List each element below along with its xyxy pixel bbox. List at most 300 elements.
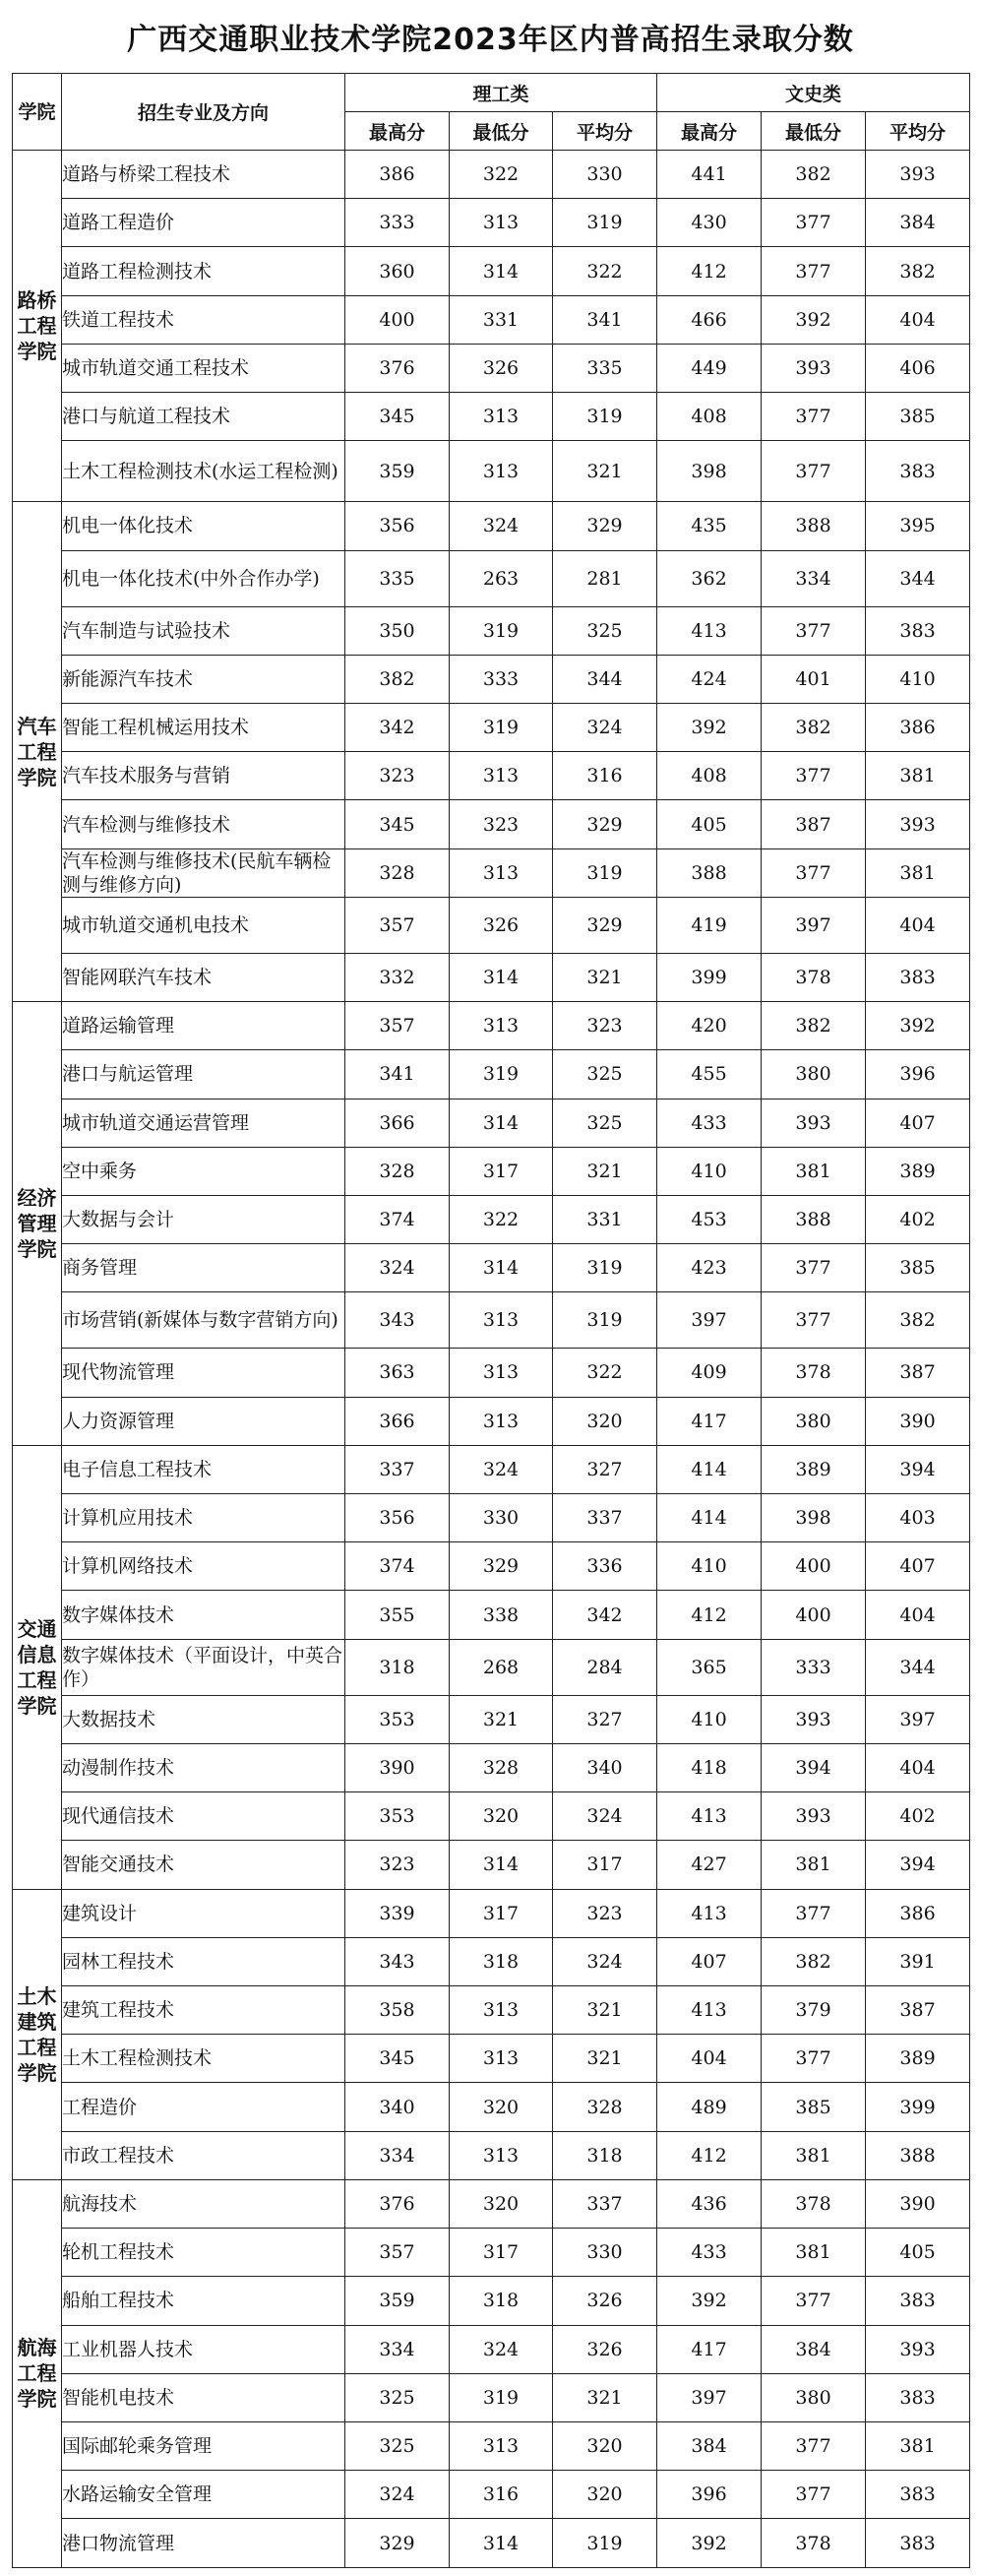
- arts-min-cell: 377: [762, 393, 866, 441]
- science-max-cell: 355: [345, 1591, 450, 1639]
- arts-min-cell: 392: [762, 295, 866, 344]
- major-cell: 水路运输安全管理: [62, 2471, 345, 2519]
- arts-avg-cell: 383: [866, 2373, 970, 2421]
- arts-avg-cell: 387: [866, 1349, 970, 1397]
- table-row: [13, 2325, 970, 2373]
- science-max-cell: 323: [345, 1841, 450, 1889]
- science-avg-cell: 342: [553, 1591, 657, 1639]
- arts-max-cell: 417: [657, 1397, 762, 1445]
- major-cell: 船舶工程技术: [62, 2277, 345, 2325]
- science-min-cell: 320: [450, 2179, 553, 2228]
- arts-min-cell: 377: [762, 2421, 866, 2470]
- table-row: [13, 1889, 970, 1937]
- arts-max-cell: 388: [657, 848, 762, 897]
- arts-avg-cell: 393: [866, 2325, 970, 2373]
- score-table: [12, 73, 970, 2568]
- arts-avg-cell: 402: [866, 1792, 970, 1841]
- science-max-cell: 366: [345, 1099, 450, 1147]
- arts-min-cell: 384: [762, 2325, 866, 2373]
- science-min-cell: 338: [450, 1591, 553, 1639]
- science-max-cell: 343: [345, 1937, 450, 1985]
- arts-avg-cell: 404: [866, 1591, 970, 1639]
- arts-max-cell: 420: [657, 1002, 762, 1050]
- arts-max-cell: 417: [657, 2325, 762, 2373]
- science-max-cell: 363: [345, 1349, 450, 1397]
- document-title: 广西交通职业技术学院2023年区内普高招生录取分数: [127, 23, 854, 57]
- arts-avg-cell: 381: [866, 752, 970, 800]
- arts-avg-cell: 390: [866, 1397, 970, 1445]
- science-min-cell: 323: [450, 800, 553, 848]
- arts-max-cell: 408: [657, 393, 762, 441]
- arts-avg-cell: 403: [866, 1494, 970, 1542]
- arts-avg-cell: 388: [866, 2131, 970, 2179]
- science-max-cell: 353: [345, 1695, 450, 1743]
- table-row: [13, 2035, 970, 2083]
- major-cell: 建筑设计: [62, 1889, 345, 1937]
- table-row: [13, 1542, 970, 1591]
- arts-avg-cell: 390: [866, 2179, 970, 2228]
- science-min-cell: 314: [450, 2519, 553, 2567]
- science-max-cell: 329: [345, 2519, 450, 2567]
- science-min-cell: 313: [450, 848, 553, 897]
- science-min-cell: 322: [450, 151, 553, 199]
- science-avg-cell: 336: [553, 1542, 657, 1591]
- science-avg-cell: 327: [553, 1695, 657, 1743]
- science-avg-cell: 319: [553, 393, 657, 441]
- table-row: [13, 441, 970, 502]
- table-row: [13, 1147, 970, 1195]
- science-avg-cell: 323: [553, 1002, 657, 1050]
- science-max-cell: 342: [345, 703, 450, 751]
- college-cell: 汽车工程学院: [13, 502, 62, 1002]
- science-max-cell: 334: [345, 2325, 450, 2373]
- arts-max-cell: 412: [657, 247, 762, 295]
- science-avg-cell: 319: [553, 1244, 657, 1292]
- table-row: [13, 1445, 970, 1493]
- arts-min-cell: 389: [762, 1445, 866, 1493]
- arts-min-cell: 334: [762, 550, 866, 606]
- table-row: [13, 550, 970, 606]
- science-min-cell: 314: [450, 1841, 553, 1889]
- science-avg-cell: 320: [553, 2421, 657, 2470]
- table-row: [13, 2179, 970, 2228]
- arts-max-cell: 418: [657, 1743, 762, 1791]
- science-avg-cell: 324: [553, 1792, 657, 1841]
- arts-avg-cell: 404: [866, 1743, 970, 1791]
- major-cell: 港口与航道工程技术: [62, 393, 345, 441]
- arts-min-cell: 398: [762, 1494, 866, 1542]
- table-row: [13, 2373, 970, 2421]
- major-cell: 现代物流管理: [62, 1349, 345, 1397]
- arts-min-cell: 377: [762, 1292, 866, 1349]
- major-cell: 市政工程技术: [62, 2131, 345, 2179]
- arts-max-cell: 405: [657, 800, 762, 848]
- science-max-cell: 366: [345, 1397, 450, 1445]
- major-cell: 园林工程技术: [62, 1937, 345, 1985]
- arts-min-cell: 382: [762, 1937, 866, 1985]
- science-max-cell: 374: [345, 1195, 450, 1243]
- header-science: 理工类: [345, 74, 657, 112]
- arts-min-cell: 377: [762, 199, 866, 247]
- arts-avg-cell: 410: [866, 655, 970, 703]
- arts-min-cell: 377: [762, 2471, 866, 2519]
- science-avg-cell: 322: [553, 1349, 657, 1397]
- science-min-cell: 321: [450, 1695, 553, 1743]
- arts-min-cell: 381: [762, 1147, 866, 1195]
- major-cell: 城市轨道交通运营管理: [62, 1099, 345, 1147]
- science-avg-cell: 319: [553, 1292, 657, 1349]
- arts-max-cell: 397: [657, 1292, 762, 1349]
- table-row: [13, 1050, 970, 1099]
- table-row: [13, 247, 970, 295]
- science-avg-cell: 321: [553, 1986, 657, 2035]
- arts-max-cell: 365: [657, 1639, 762, 1695]
- arts-max-cell: 441: [657, 151, 762, 199]
- table-row: [13, 2083, 970, 2131]
- arts-min-cell: 377: [762, 1244, 866, 1292]
- arts-max-cell: 412: [657, 2131, 762, 2179]
- science-min-cell: 320: [450, 1792, 553, 1841]
- science-max-cell: 334: [345, 2131, 450, 2179]
- science-avg-cell: 325: [553, 1050, 657, 1099]
- arts-avg-cell: 385: [866, 393, 970, 441]
- science-max-cell: 374: [345, 1542, 450, 1591]
- science-avg-cell: 325: [553, 606, 657, 655]
- arts-avg-cell: 383: [866, 2519, 970, 2567]
- arts-avg-cell: 344: [866, 550, 970, 606]
- table-row: [13, 1195, 970, 1243]
- arts-max-cell: 392: [657, 703, 762, 751]
- major-cell: 智能工程机械运用技术: [62, 703, 345, 751]
- arts-min-cell: 377: [762, 606, 866, 655]
- science-max-cell: 328: [345, 848, 450, 897]
- arts-avg-cell: 393: [866, 151, 970, 199]
- science-min-cell: 330: [450, 1494, 553, 1542]
- arts-max-cell: 392: [657, 2519, 762, 2567]
- science-min-cell: 313: [450, 1002, 553, 1050]
- arts-min-cell: 380: [762, 2373, 866, 2421]
- table-row: [13, 752, 970, 800]
- arts-min-cell: 378: [762, 953, 866, 1001]
- science-max-cell: 353: [345, 1792, 450, 1841]
- science-avg-cell: 281: [553, 550, 657, 606]
- arts-max-cell: 455: [657, 1050, 762, 1099]
- arts-min-cell: 377: [762, 752, 866, 800]
- arts-max-cell: 436: [657, 2179, 762, 2228]
- science-min-cell: 326: [450, 897, 553, 953]
- arts-avg-cell: 383: [866, 441, 970, 502]
- table-row: [13, 606, 970, 655]
- science-min-cell: 324: [450, 2325, 553, 2373]
- table-row: [13, 151, 970, 199]
- arts-min-cell: 377: [762, 2277, 866, 2325]
- arts-avg-cell: 383: [866, 953, 970, 1001]
- arts-min-cell: 382: [762, 703, 866, 751]
- science-min-cell: 317: [450, 2229, 553, 2277]
- science-min-cell: 314: [450, 1244, 553, 1292]
- table-row: [13, 1494, 970, 1542]
- science-min-cell: 320: [450, 2083, 553, 2131]
- major-cell: 轮机工程技术: [62, 2229, 345, 2277]
- major-cell: 智能交通技术: [62, 1841, 345, 1889]
- science-avg-cell: 321: [553, 2035, 657, 2083]
- science-max-cell: 324: [345, 1244, 450, 1292]
- arts-avg-cell: 394: [866, 1841, 970, 1889]
- arts-min-cell: 380: [762, 1397, 866, 1445]
- arts-avg-cell: 389: [866, 2035, 970, 2083]
- science-min-cell: 318: [450, 1937, 553, 1985]
- major-cell: 人力资源管理: [62, 1397, 345, 1445]
- arts-avg-cell: 381: [866, 2421, 970, 2470]
- science-min-cell: 318: [450, 2277, 553, 2325]
- arts-avg-cell: 381: [866, 848, 970, 897]
- science-max-cell: 339: [345, 1889, 450, 1937]
- science-max-cell: 390: [345, 1743, 450, 1791]
- arts-avg-cell: 404: [866, 897, 970, 953]
- major-cell: 道路工程造价: [62, 199, 345, 247]
- arts-max-cell: 449: [657, 344, 762, 392]
- arts-max-cell: 433: [657, 1099, 762, 1147]
- arts-min-cell: 400: [762, 1591, 866, 1639]
- table-row: [13, 2421, 970, 2470]
- science-min-cell: 317: [450, 1889, 553, 1937]
- science-max-cell: 341: [345, 1050, 450, 1099]
- major-cell: 大数据与会计: [62, 1195, 345, 1243]
- arts-max-cell: 397: [657, 2373, 762, 2421]
- science-min-cell: 263: [450, 550, 553, 606]
- science-avg-cell: 326: [553, 2277, 657, 2325]
- table-row: [13, 1743, 970, 1791]
- science-avg-cell: 318: [553, 2131, 657, 2179]
- science-min-cell: 313: [450, 1397, 553, 1445]
- science-avg-cell: 324: [553, 703, 657, 751]
- arts-max-cell: 392: [657, 2277, 762, 2325]
- arts-max-cell: 433: [657, 2229, 762, 2277]
- arts-max-cell: 384: [657, 2421, 762, 2470]
- science-max-cell: 340: [345, 2083, 450, 2131]
- science-max-cell: 333: [345, 199, 450, 247]
- science-min-cell: 313: [450, 2421, 553, 2470]
- arts-min-cell: 379: [762, 1986, 866, 2035]
- science-max-cell: 324: [345, 2471, 450, 2519]
- arts-max-cell: 396: [657, 2471, 762, 2519]
- table-row: [13, 800, 970, 848]
- major-cell: 动漫制作技术: [62, 1743, 345, 1791]
- header-college-label: 学院: [18, 100, 56, 123]
- science-max-cell: 359: [345, 2277, 450, 2325]
- major-cell: 大数据技术: [62, 1695, 345, 1743]
- header-science-avg: 平均分: [553, 112, 657, 151]
- science-avg-cell: 321: [553, 953, 657, 1001]
- science-avg-cell: 319: [553, 848, 657, 897]
- arts-min-cell: 333: [762, 1639, 866, 1695]
- major-cell: 汽车检测与维修技术(民航车辆检测与维修方向): [62, 848, 345, 897]
- science-max-cell: 386: [345, 151, 450, 199]
- header-major: [62, 74, 345, 151]
- arts-max-cell: 408: [657, 752, 762, 800]
- table-row: [13, 502, 970, 550]
- science-min-cell: 313: [450, 199, 553, 247]
- science-avg-cell: 325: [553, 1099, 657, 1147]
- science-avg-cell: 326: [553, 2325, 657, 2373]
- major-cell: 市场营销(新媒体与数字营销方向): [62, 1292, 345, 1349]
- arts-min-cell: 394: [762, 1743, 866, 1791]
- science-max-cell: 358: [345, 1986, 450, 2035]
- science-avg-cell: 337: [553, 1494, 657, 1542]
- science-avg-cell: 344: [553, 655, 657, 703]
- science-avg-cell: 317: [553, 1841, 657, 1889]
- arts-avg-cell: 393: [866, 800, 970, 848]
- science-avg-cell: 319: [553, 199, 657, 247]
- science-avg-cell: 340: [553, 1743, 657, 1791]
- college-cell: 路桥工程学院: [13, 151, 62, 502]
- arts-max-cell: 430: [657, 199, 762, 247]
- major-cell: 智能网联汽车技术: [62, 953, 345, 1001]
- science-min-cell: 268: [450, 1639, 553, 1695]
- science-min-cell: 314: [450, 1099, 553, 1147]
- arts-min-cell: 382: [762, 1002, 866, 1050]
- arts-max-cell: 404: [657, 2035, 762, 2083]
- arts-avg-cell: 382: [866, 247, 970, 295]
- arts-avg-cell: 404: [866, 295, 970, 344]
- header-arts-avg: 平均分: [866, 112, 970, 151]
- science-max-cell: 345: [345, 393, 450, 441]
- arts-avg-cell: 397: [866, 1695, 970, 1743]
- arts-min-cell: 377: [762, 441, 866, 502]
- arts-max-cell: 419: [657, 897, 762, 953]
- arts-max-cell: 413: [657, 1792, 762, 1841]
- arts-max-cell: 489: [657, 2083, 762, 2131]
- major-cell: 电子信息工程技术: [62, 1445, 345, 1493]
- arts-avg-cell: 382: [866, 1292, 970, 1349]
- arts-max-cell: 362: [657, 550, 762, 606]
- science-min-cell: 329: [450, 1542, 553, 1591]
- arts-min-cell: 393: [762, 1695, 866, 1743]
- arts-max-cell: 410: [657, 1695, 762, 1743]
- science-avg-cell: 329: [553, 502, 657, 550]
- major-cell: 道路运输管理: [62, 1002, 345, 1050]
- science-avg-cell: 321: [553, 441, 657, 502]
- science-avg-cell: 330: [553, 151, 657, 199]
- table-row: [13, 1792, 970, 1841]
- science-max-cell: 376: [345, 344, 450, 392]
- arts-min-cell: 381: [762, 1841, 866, 1889]
- arts-min-cell: 397: [762, 897, 866, 953]
- science-max-cell: 343: [345, 1292, 450, 1349]
- arts-min-cell: 377: [762, 848, 866, 897]
- table-row: [13, 393, 970, 441]
- science-max-cell: 359: [345, 441, 450, 502]
- major-cell: 土木工程检测技术(水运工程检测): [62, 441, 345, 502]
- arts-avg-cell: 383: [866, 2471, 970, 2519]
- table-row: [13, 1292, 970, 1349]
- science-avg-cell: 316: [553, 752, 657, 800]
- science-min-cell: 328: [450, 1743, 553, 1791]
- science-avg-cell: 321: [553, 1147, 657, 1195]
- header-arts: 文史类: [657, 74, 970, 112]
- table-row: [13, 295, 970, 344]
- science-max-cell: 325: [345, 2373, 450, 2421]
- arts-avg-cell: 394: [866, 1445, 970, 1493]
- header-science-max: 最高分: [345, 112, 450, 151]
- science-avg-cell: 320: [553, 2471, 657, 2519]
- arts-avg-cell: 402: [866, 1195, 970, 1243]
- science-min-cell: 313: [450, 2035, 553, 2083]
- college-cell: 航海工程学院: [13, 2179, 62, 2567]
- science-avg-cell: 321: [553, 2373, 657, 2421]
- table-row: [13, 1002, 970, 1050]
- major-cell: 工业机器人技术: [62, 2325, 345, 2373]
- major-cell: 计算机网络技术: [62, 1542, 345, 1591]
- arts-min-cell: 378: [762, 2179, 866, 2228]
- science-max-cell: 337: [345, 1445, 450, 1493]
- table-row: [13, 1841, 970, 1889]
- major-cell: 建筑工程技术: [62, 1986, 345, 2035]
- science-max-cell: 357: [345, 897, 450, 953]
- arts-max-cell: 399: [657, 953, 762, 1001]
- science-max-cell: 323: [345, 752, 450, 800]
- arts-min-cell: 388: [762, 1195, 866, 1243]
- arts-avg-cell: 392: [866, 1002, 970, 1050]
- science-min-cell: 313: [450, 441, 553, 502]
- table-row: [13, 1397, 970, 1445]
- arts-max-cell: 414: [657, 1445, 762, 1493]
- arts-max-cell: 413: [657, 606, 762, 655]
- science-avg-cell: 319: [553, 2519, 657, 2567]
- arts-avg-cell: 407: [866, 1099, 970, 1147]
- science-min-cell: 319: [450, 1050, 553, 1099]
- major-cell: 空中乘务: [62, 1147, 345, 1195]
- major-cell: 汽车技术服务与营销: [62, 752, 345, 800]
- arts-min-cell: 382: [762, 151, 866, 199]
- arts-max-cell: 413: [657, 1889, 762, 1937]
- arts-avg-cell: 395: [866, 502, 970, 550]
- science-max-cell: 357: [345, 2229, 450, 2277]
- science-min-cell: 317: [450, 1147, 553, 1195]
- arts-max-cell: 410: [657, 1542, 762, 1591]
- arts-min-cell: 377: [762, 247, 866, 295]
- table-row: [13, 655, 970, 703]
- science-max-cell: 350: [345, 606, 450, 655]
- table-row: [13, 1937, 970, 1985]
- table-row: [13, 897, 970, 953]
- arts-min-cell: 381: [762, 2131, 866, 2179]
- science-avg-cell: 329: [553, 897, 657, 953]
- science-min-cell: 319: [450, 2373, 553, 2421]
- arts-min-cell: 400: [762, 1542, 866, 1591]
- table-row: [13, 199, 970, 247]
- major-cell: 城市轨道交通工程技术: [62, 344, 345, 392]
- arts-avg-cell: 389: [866, 1147, 970, 1195]
- arts-avg-cell: 384: [866, 199, 970, 247]
- major-cell: 港口与航运管理: [62, 1050, 345, 1099]
- major-cell: 港口物流管理: [62, 2519, 345, 2567]
- table-row: [13, 848, 970, 897]
- science-avg-cell: 327: [553, 1445, 657, 1493]
- science-avg-cell: 322: [553, 247, 657, 295]
- arts-max-cell: 435: [657, 502, 762, 550]
- major-cell: 土木工程检测技术: [62, 2035, 345, 2083]
- table-row: [13, 2519, 970, 2567]
- science-max-cell: 357: [345, 1002, 450, 1050]
- arts-max-cell: 409: [657, 1349, 762, 1397]
- arts-avg-cell: 391: [866, 1937, 970, 1985]
- science-max-cell: 345: [345, 2035, 450, 2083]
- arts-max-cell: 427: [657, 1841, 762, 1889]
- arts-max-cell: 453: [657, 1195, 762, 1243]
- arts-min-cell: 393: [762, 1099, 866, 1147]
- arts-max-cell: 410: [657, 1147, 762, 1195]
